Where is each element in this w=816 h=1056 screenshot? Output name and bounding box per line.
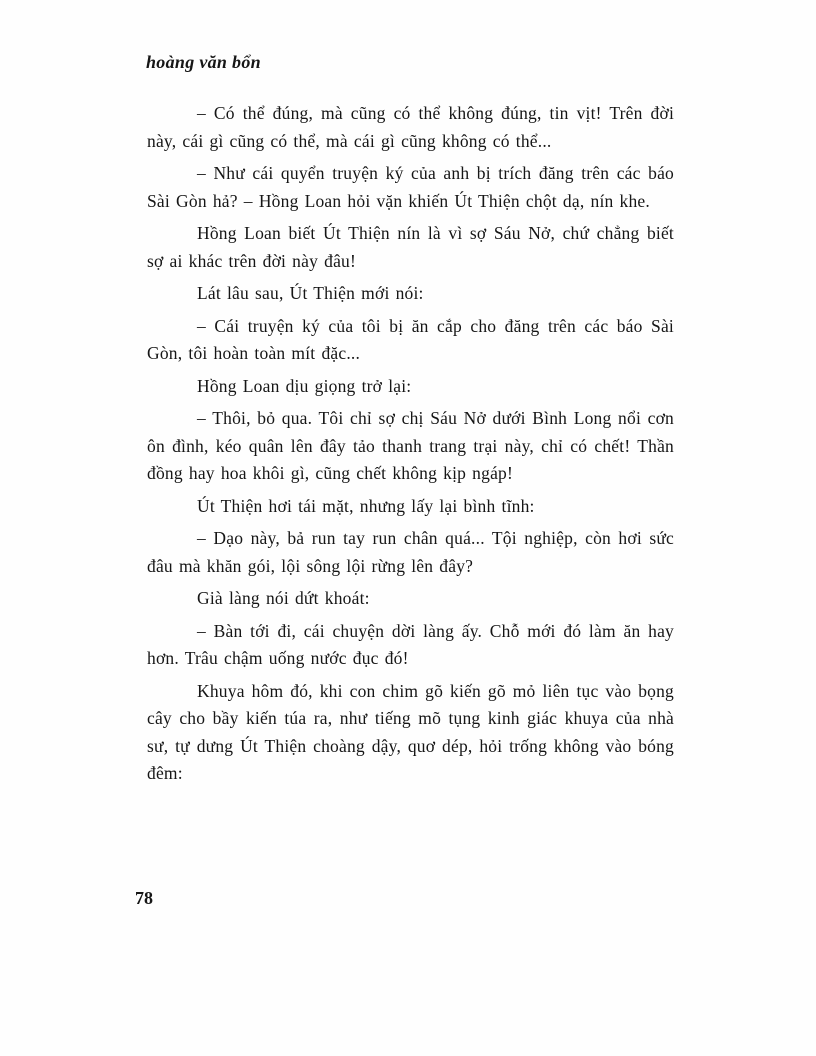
- running-header-author: hoàng văn bổn: [146, 52, 261, 72]
- paragraph: Hồng Loan biết Út Thiện nín là vì sợ Sáu Nở, chứ chẳng biết sợ ai khác trên đời này đâu!: [147, 223, 674, 271]
- paragraph: Út Thiện hơi tái mặt, nhưng lấy lại bình tĩnh:: [197, 495, 535, 516]
- page-body: [147, 100, 674, 793]
- paragraph: – Như cái quyển truyện ký của anh bị trích đăng trên các báo Sài Gòn hả? – Hồng Loan hỏi vặn khiến Út Thiện chột dạ, nín khe.: [147, 163, 674, 211]
- page-number: 78: [135, 888, 153, 908]
- paragraph: Hồng Loan dịu giọng trở lại:: [197, 375, 412, 396]
- paragraph: Khuya hôm đó, khi con chim gõ kiến gõ mỏ liên tục vào bọng cây cho bầy kiến túa ra, như tiếng mõ tụng kinh giác khuya của nhà sư, tự dưng Út Thiện choàng dậy, quơ dép, hỏi trống không vào bóng đêm:: [147, 680, 674, 783]
- paragraph: – Cái truyện ký của tôi bị ăn cắp cho đăng trên các báo Sài Gòn, tôi hoàn toàn mít đặc...: [147, 315, 674, 363]
- paragraph: Già làng nói dứt khoát:: [197, 588, 370, 608]
- paragraph: – Thôi, bỏ qua. Tôi chỉ sợ chị Sáu Nở dưới Bình Long nổi cơn ôn đình, kéo quân lên đây tảo thanh trang trại này, chỉ có chết! Thần đồng hay hoa khôi gì, cũng chết không kịp ngáp!: [147, 408, 674, 483]
- paragraph: – Bàn tới đi, cái chuyện dời làng ấy. Chỗ mới đó làm ăn hay hơn. Trâu chậm uống nước đục đó!: [147, 620, 674, 668]
- paragraph: – Dạo này, bả run tay run chân quá... Tội nghiệp, còn hơi sức đâu mà khăn gói, lội sông lội rừng lên đây?: [147, 528, 674, 576]
- paragraph: Lát lâu sau, Út Thiện mới nói:: [197, 283, 424, 303]
- paragraph: – Có thể đúng, mà cũng có thể không đúng, tin vịt! Trên đời này, cái gì cũng có thể, mà cái gì cũng không có thể...: [147, 103, 674, 151]
